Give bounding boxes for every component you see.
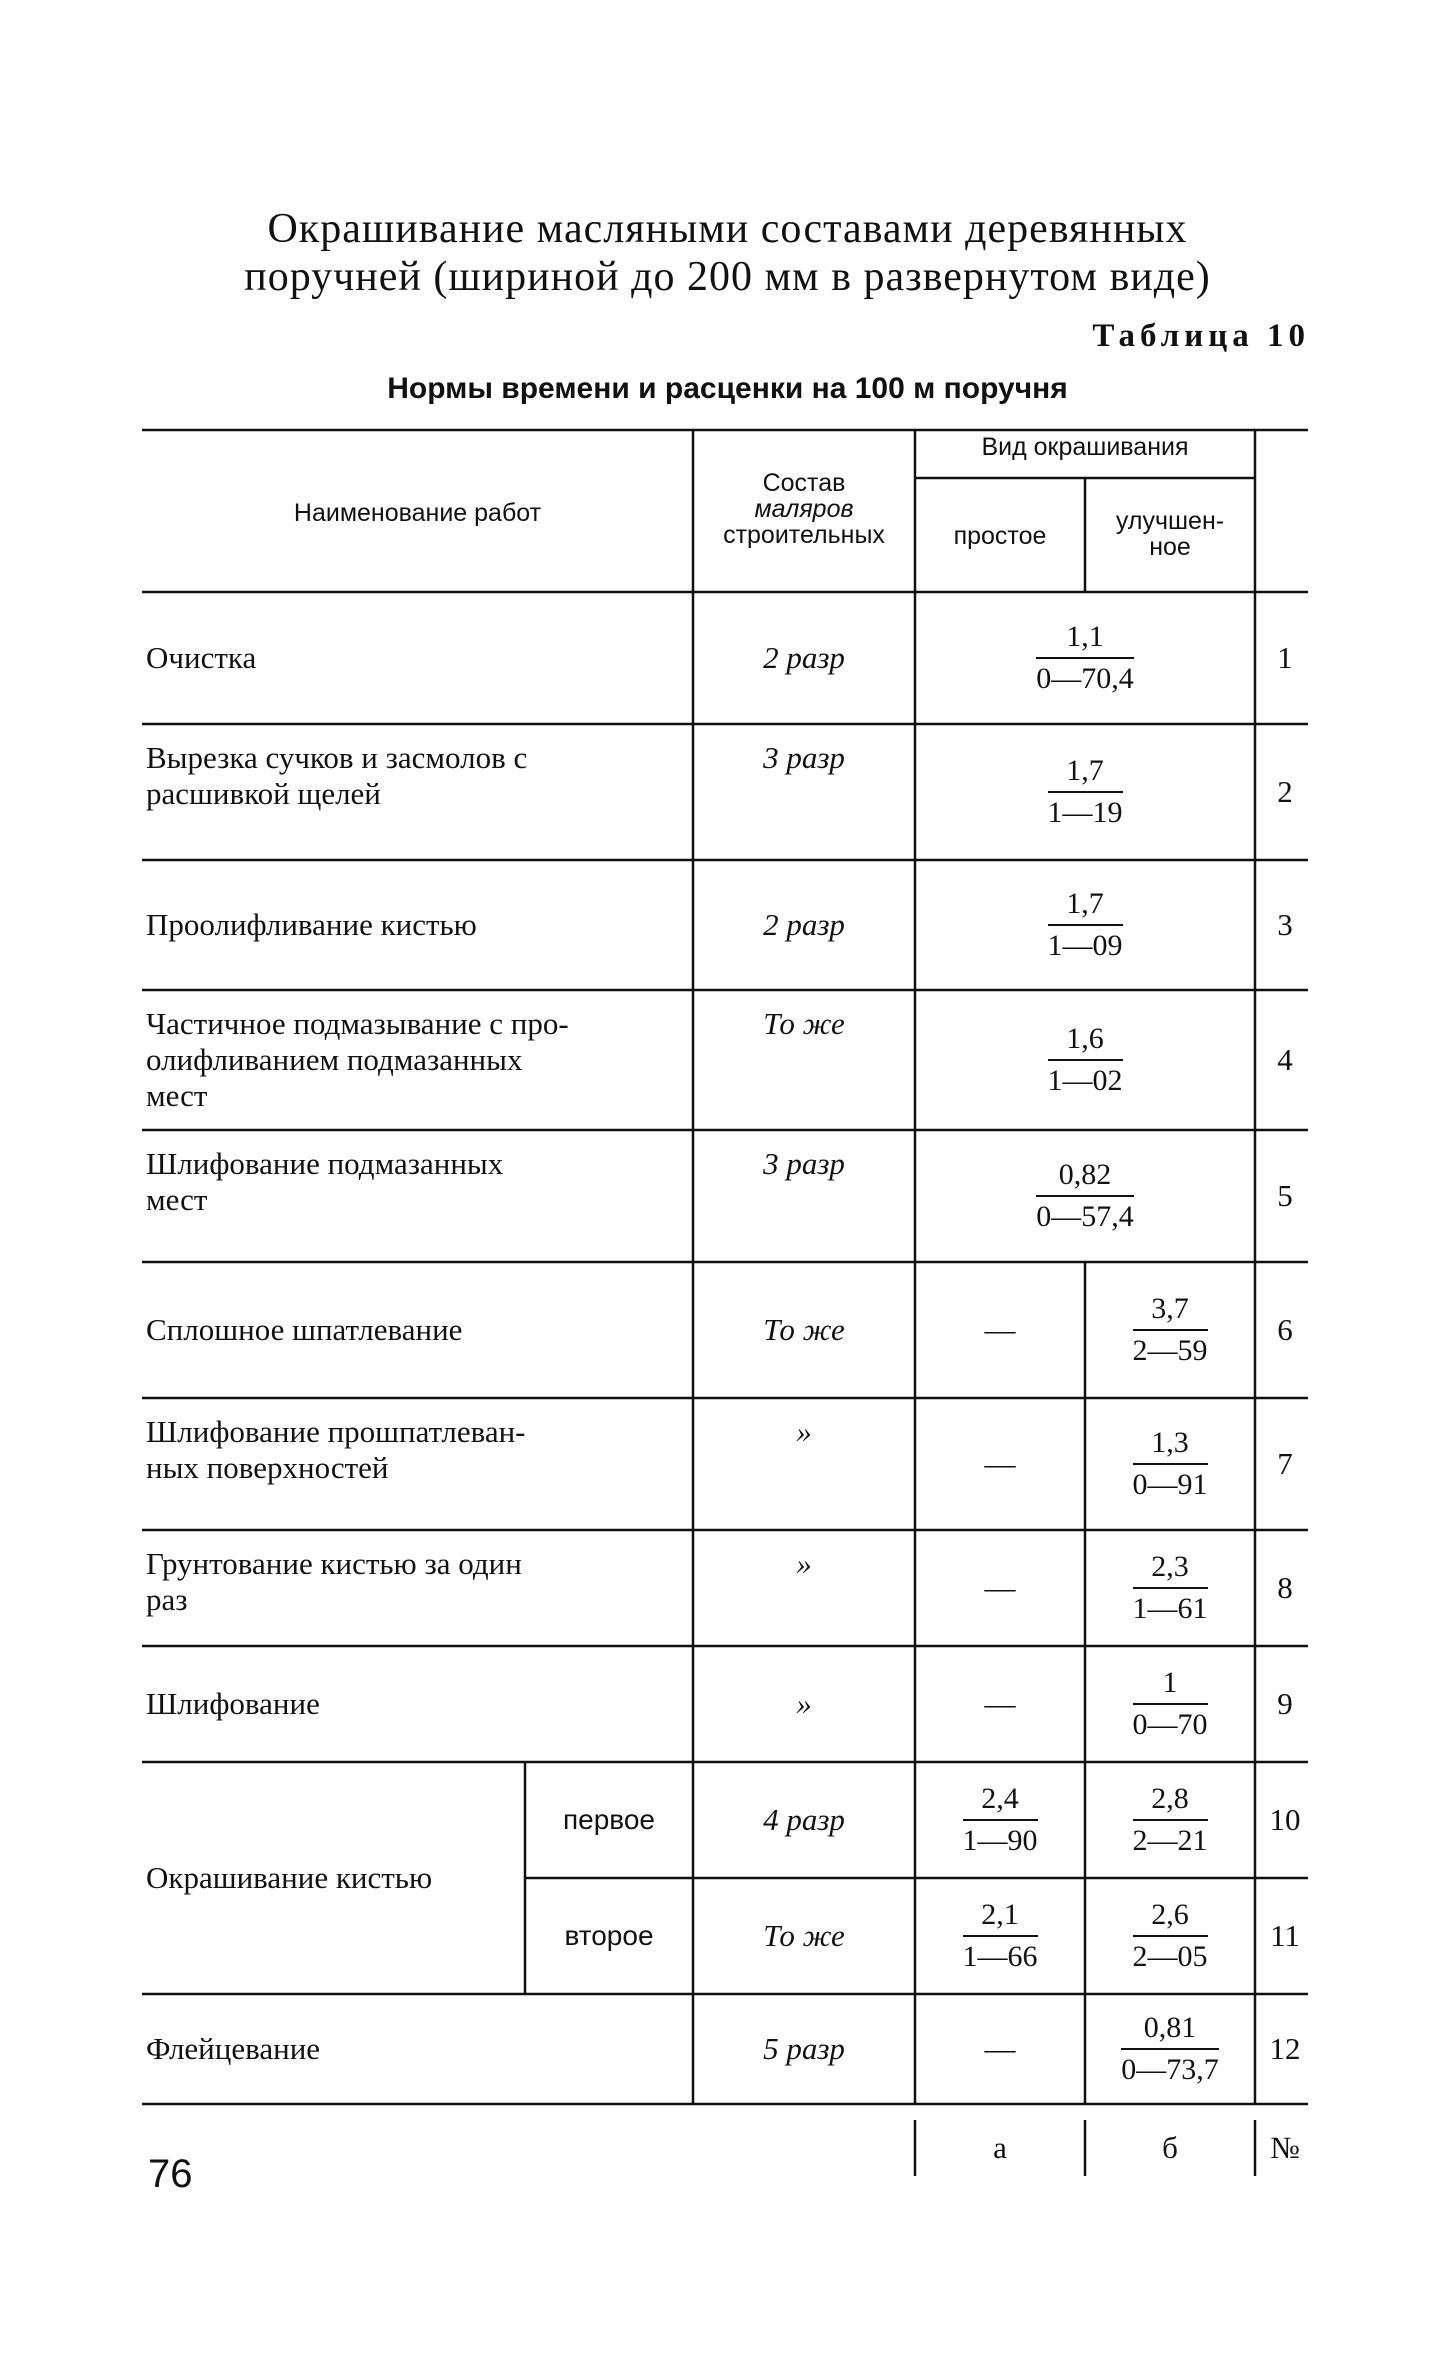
row-8-work-name <box>146 1546 674 1618</box>
header-simple: простое <box>953 522 1047 550</box>
row-3-value-merged-denominator: 1—09 <box>1047 929 1123 962</box>
row-11-value-a <box>915 1895 1085 1977</box>
row-3-value-merged <box>915 884 1255 966</box>
row-10-number: 10 <box>1269 1802 1301 1837</box>
row-4-work-name <box>146 1006 674 1114</box>
row-6-crew: То же <box>763 1312 845 1347</box>
row-1-work-name <box>146 640 674 676</box>
work-name-line: Очистка <box>146 640 257 675</box>
row-12-value-b <box>1085 2008 1255 2090</box>
row-6-value-b <box>1085 1289 1255 1371</box>
row-11-number: 11 <box>1270 1918 1300 1953</box>
row-5-crew: 3 разр <box>763 1146 845 1181</box>
row-3-number: 3 <box>1277 907 1293 942</box>
row-9-value-b-numerator: 1 <box>1133 1663 1208 1705</box>
title-line-2: поручней (шириной до 200 мм в развернутом виде) <box>244 254 1211 300</box>
row-6-value-a: — <box>984 1312 1016 1347</box>
row-11-value-b-numerator: 2,6 <box>1133 1895 1208 1937</box>
work-name-line: Шлифование прошпатлеван- <box>146 1414 526 1449</box>
title-line-1: Окрашивание масляными составами деревянных <box>267 206 1188 252</box>
work-name-line: раз <box>146 1582 188 1617</box>
work-name-line: Вырезка сучков и засмолов с <box>146 740 528 775</box>
row-2-crew: 3 разр <box>763 740 845 775</box>
row-4-value-merged <box>915 1019 1255 1101</box>
row-2-value-merged <box>915 751 1255 833</box>
row-4-crew: То же <box>763 1006 845 1041</box>
row-5-value-merged-denominator: 0—57,4 <box>1036 1200 1134 1233</box>
row-10-value-a-numerator: 2,4 <box>963 1779 1038 1821</box>
row-6-work-name <box>146 1312 674 1348</box>
row-12-work-name <box>146 2031 674 2067</box>
row-8-value-a: — <box>984 1570 1016 1605</box>
row-11-value-a-denominator: 1—66 <box>962 1940 1038 1973</box>
work-name-line: Шлифование <box>146 1686 320 1721</box>
row-5-number: 5 <box>1277 1178 1293 1213</box>
row-10-sub: первое <box>562 1804 655 1835</box>
row-10-value-b-denominator: 2—21 <box>1132 1824 1208 1857</box>
row-4-value-merged-denominator: 1—02 <box>1047 1064 1123 1097</box>
row-8-value-b-numerator: 2,3 <box>1133 1547 1208 1589</box>
row-4-value-merged-numerator: 1,6 <box>1048 1019 1123 1061</box>
header-improved: улучшен- ное <box>1115 507 1225 561</box>
row-6-value-b-numerator: 3,7 <box>1133 1289 1208 1331</box>
work-name-line: Флейцевание <box>146 2031 321 2066</box>
row-4-number: 4 <box>1277 1042 1293 1077</box>
row-7-crew: » <box>796 1414 812 1449</box>
row-2-number: 2 <box>1277 774 1293 809</box>
row-10-value-b <box>1085 1779 1255 1861</box>
row-10-value-a <box>915 1779 1085 1861</box>
row-5-value-merged-numerator: 0,82 <box>1036 1155 1134 1197</box>
row-9-value-b-denominator: 0—70 <box>1132 1708 1208 1741</box>
work-name-line: мест <box>146 1182 208 1217</box>
row-7-number: 7 <box>1277 1446 1293 1481</box>
work-name-line: олифливанием подмазанных <box>146 1042 523 1077</box>
row-9-number: 9 <box>1277 1686 1293 1721</box>
row-9-work-name <box>146 1686 674 1722</box>
work-name-line: Частичное подмазывание с про- <box>146 1006 569 1041</box>
row-10-value-b-numerator: 2,8 <box>1133 1779 1208 1821</box>
row-7-work-name <box>146 1414 674 1486</box>
row-11-value-a-numerator: 2,1 <box>963 1895 1038 1937</box>
row-10-value-a-denominator: 1—90 <box>962 1824 1038 1857</box>
row-12-value-b-denominator: 0—73,7 <box>1121 2053 1219 2086</box>
row-8-crew: » <box>796 1546 812 1581</box>
work-name-line: расшивкой щелей <box>146 776 381 811</box>
work-name-line: мест <box>146 1078 208 1113</box>
header-type: Вид окрашивания <box>981 433 1189 461</box>
work-name-line: ных поверхностей <box>146 1450 389 1485</box>
row-3-crew: 2 разр <box>763 907 845 942</box>
row-2-value-merged-numerator: 1,7 <box>1048 751 1123 793</box>
row-12-value-b-numerator: 0,81 <box>1121 2008 1219 2050</box>
row-11-value-b-denominator: 2—05 <box>1132 1940 1208 1973</box>
row-9-crew: » <box>796 1686 812 1721</box>
row-3-value-merged-numerator: 1,7 <box>1048 884 1123 926</box>
table-number: Таблица 10 <box>1092 318 1310 354</box>
row-1-number: 1 <box>1277 640 1293 675</box>
row-1-value-merged-numerator: 1,1 <box>1036 617 1134 659</box>
page-number: 76 <box>148 2152 193 2196</box>
work-name-line: Шлифование подмазанных <box>146 1146 504 1181</box>
work-name-line: Грунтование кистью за один <box>146 1546 522 1581</box>
row-2-work-name <box>146 740 674 812</box>
row-1-value-merged <box>915 617 1255 699</box>
row-10-crew: 4 разр <box>763 1802 845 1837</box>
table-subtitle: Нормы времени и расценки на 100 м поручня <box>387 372 1068 405</box>
work-name-group: Окрашивание кистью <box>146 1860 433 1895</box>
row-11-value-b <box>1085 1895 1255 1977</box>
footer-b: б <box>1162 2130 1178 2165</box>
row-12-crew: 5 разр <box>763 2031 845 2066</box>
row-8-number: 8 <box>1277 1570 1293 1605</box>
row-8-value-b-denominator: 1—61 <box>1132 1592 1208 1625</box>
row-7-value-a: — <box>984 1446 1016 1481</box>
header-crew: Состав маляров строительных <box>723 469 885 549</box>
row-7-value-b-denominator: 0—91 <box>1132 1468 1208 1501</box>
row-5-value-merged <box>915 1155 1255 1237</box>
row-3-work-name <box>146 907 674 943</box>
row-6-value-b-denominator: 2—59 <box>1132 1334 1208 1367</box>
row-2-value-merged-denominator: 1—19 <box>1047 796 1123 829</box>
row-11-sub: второе <box>564 1920 654 1951</box>
row-9-value-b <box>1085 1663 1255 1745</box>
row-5-work-name <box>146 1146 674 1218</box>
row-1-crew: 2 разр <box>763 640 845 675</box>
work-name-line: Сплошное шпатлевание <box>146 1312 463 1347</box>
header-work: Наименование работ <box>293 499 542 527</box>
footer-no: № <box>1270 2130 1300 2165</box>
row-9-value-a: — <box>984 1686 1016 1721</box>
row-8-value-b <box>1085 1547 1255 1629</box>
footer-a: а <box>993 2130 1007 2165</box>
row-6-number: 6 <box>1277 1312 1293 1347</box>
row-1-value-merged-denominator: 0—70,4 <box>1036 662 1134 695</box>
work-name-line: Проолифливание кистью <box>146 907 477 942</box>
row-12-number: 12 <box>1269 2031 1301 2066</box>
row-11-crew: То же <box>763 1918 845 1953</box>
row-7-value-b-numerator: 1,3 <box>1133 1423 1208 1465</box>
row-7-value-b <box>1085 1423 1255 1505</box>
row-12-value-a: — <box>984 2031 1016 2066</box>
